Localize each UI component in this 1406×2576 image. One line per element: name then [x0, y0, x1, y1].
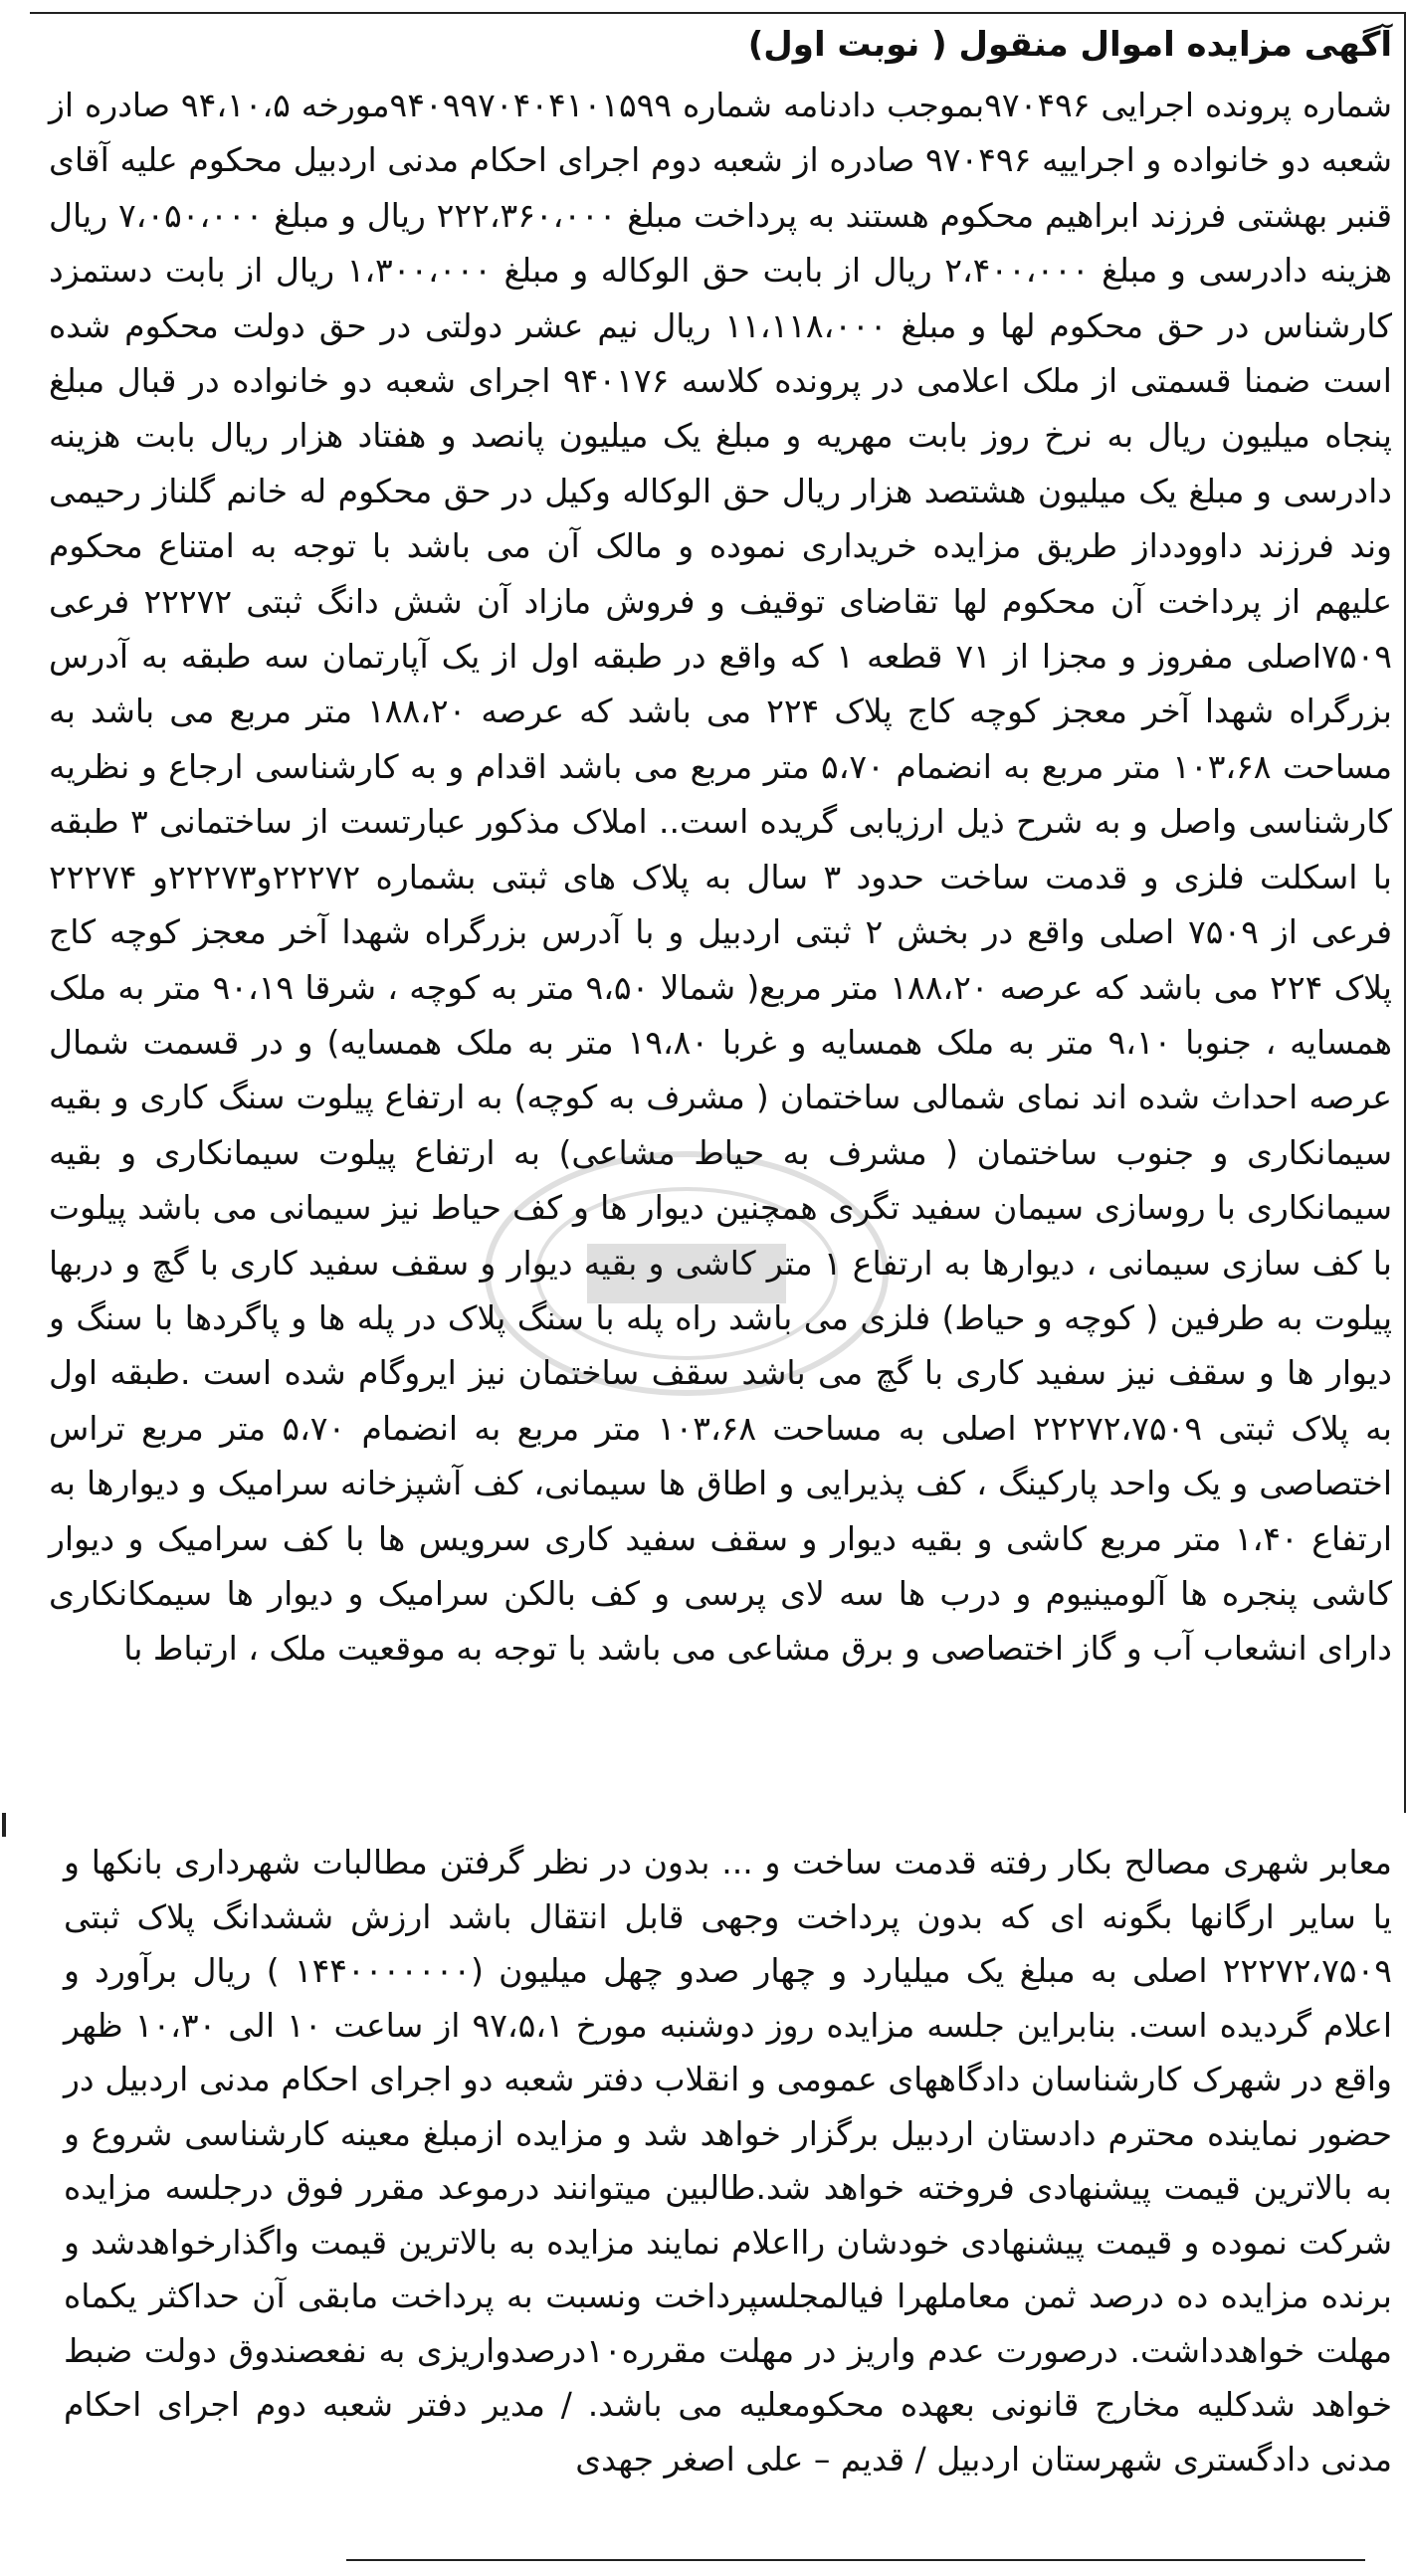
notice-body-part1: شماره پرونده اجرایی ۹۷۰۴۹۶بموجب دادنامه شماره ۹۴۰۹۹۷۰۴۰۴۱۰۱۵۹۹مورخه ۹۴،۱۰،۵ صادره از شعبه دو خانواده و اجراییه ۹۷۰۴۹۶ صادره از شعبه دوم اجرای احکام مدنی اردبیل محکوم علیه آقای قنبر بهشتی فرزند ابراهیم محکوم هستند به پرداخت مبلغ ۲۲۲،۳۶۰،۰۰۰ ریال و مبلغ ۷،۰۵۰،۰۰۰ ریال هزینه دادرسی و مبلغ ۲،۴۰۰،۰۰۰ ریال از بابت حق الوکاله و مبلغ ۱،۳۰۰،۰۰۰ ریال از بابت دستمزد کارشناس در حق محکوم لها و مبلغ ۱۱،۱۱۸،۰۰۰ ریال نیم عشر دولتی در حق دولت محکوم شده است ضمنا قسمتی از ملک اعلامی در پرونده کلاسه ۹۴۰۱۷۶ اجرای شعبه دو خانواده در قبال مبلغ پنجاه میلیون ریال به نرخ روز بابت مهریه و مبلغ یک میلیون پانصد و هفتاد هزار ریال بابت هزینه دادرسی و مبلغ یک میلیون هشتصد هزار ریال حق الوکاله وکیل در حق محکوم له خانم گلناز رحیمی وند فرزند داوودداز طریق مزایده خریداری نموده و مالک آن می باشد با توجه به امتناع محکوم علیهم از پرداخت آن محکوم لها تقاضای توقیف و فروش مازاد آن شش دانگ ثبتی ۲۲۲۷۲ فرعی ۷۵۰۹اصلی مفروز و مجزا از ۷۱ قطعه ۱ که واقع در طبقه اول از یک آپارتمان سه طبقه به آدرس بزرگراه شهدا آخر معجز کوچه کاج پلاک ۲۲۴ می باشد که عرصه ۱۸۸،۲۰ متر مربع می باشد به مساحت ۱۰۳،۶۸ متر مربع به انضمام ۵،۷۰ متر مربع می باشد اقدام و به کارشناسی ارجاع و نظریه کارشناسی واصل و به شرح ذیل ارزیابی گریده است.. املاک مذکور عبارتست از ساختمانی ۳ طبقه با اسکلت فلزی و قدمت ساخت حدود ۳ سال به پلاک های ثبتی بشماره ۲۲۲۷۲و۲۲۲۷۳و ۲۲۲۷۴ فرعی از ۷۵۰۹ اصلی واقع در بخش ۲ ثبتی اردبیل و با آدرس بزرگراه شهدا آخر معجز کوچه کاج پلاک ۲۲۴ می باشد که عرصه ۱۸۸،۲۰ متر مربع( شمالا ۹،۵۰ متر به کوچه ، شرقا ۹۰،۱۹ متر به ملک همسایه ، جنوبا ۹،۱۰ متر به ملک همسایه و غربا ۱۹،۸۰ متر به ملک همسایه) و در قسمت شمال عرصه احداث شده اند نمای شمالی ساختمان ( مشرف به کوچه) به ارتفاع پیلوت سنگ کاری و بقیه سیمانکاری و جنوب ساختمان ( مشرف به حیاط مشاعی) به ارتفاع پیلوت سیمانکاری و بقیه سیمانکاری با روسازی سیمان سفید تگری همچنین دیوار ها و کف حیاط نیز سیمانی می باشد پیلوت با کف سازی سیمانی ، دیوارها به ارتفاع ۱ متر کاشی و بقیه دیوار و سقف سفید کاری با گچ و دربها پیلوت به طرفین ( کوچه و حیاط) فلزی می باشد راه پله با سنگ پلاک در پله ها و پاگردها با سنگ و دیوار ها و سقف نیز سفید کاری با گچ می باشد سقف ساختمان نیز ایروگام شده است .طبقه اول به پلاک ثبتی ۲۲۲۷۲،۷۵۰۹ اصلی به مساحت ۱۰۳،۶۸ متر مربع به انضمام ۵،۷۰ متر مربع تراس اختصاصی و یک واحد پارکینگ ، کف پذیرایی و اطاق ها سیمانی، کف آشپزخانه سرامیک و دیوارها به ارتفاع ۱،۴۰ متر مربع کاشی و بقیه دیوار و سقف سفید کاری سرویس ها با کف سرامیک و دیوار کاشی پنجره ها آلومینیوم و درب ها سه لای پرسی و کف بالکن سرامیک و دیوار ها سیمکانکاری دارای انشعاب آب و گاز اختصاصی و برق مشاعی می باشد با توجه به موقعیت ملک ، ارتباط با — [49, 86, 1393, 1669]
notice-section-bottom — [64, 1836, 1392, 2486]
bottom-divider — [346, 2559, 1365, 2561]
notice-body-part2: معابر شهری مصالح بکار رفته قدمت ساخت و ... بدون در نظر گرفتن مطالبات شهرداری بانکها و یا سایر ارگانها بگونه ای که بدون پرداخت وجهی قابل انتقال باشد ارزش ششدانگ پلاک ثبتی ۲۲۲۷۲،۷۵۰۹ اصلی به مبلغ یک میلیارد و چهار صدو چهل میلیون (۱۴۴۰۰۰۰۰۰۰ ) ریال برآورد و اعلام گردیده است. بنابراین جلسه مزایده روز دوشنبه مورخ ۹۷،۵،۱ از ساعت ۱۰ الی ۱۰،۳۰ ظهر واقع در شهرک کارشناسان دادگاههای عمومی و انقلاب دفتر شعبه دو اجرای احکام مدنی اردبیل در حضور نماینده محترم دادستان اردبیل برگزار خواهد شد و مزایده ازمبلغ معینه کارشناسی شروع و به بالاترین قیمت پیشنهادی فروخته خواهد شد.طالبین میتوانند درموعد مقرر فوق درجلسه مزایده شرکت نموده و قیمت پیشنهادی خودشان رااعلام نمایند مزایده به بالاترین قیمت واگذارخواهدشد و برنده مزایده ده درصد ثمن معاملهرا فیالمجلسپرداخت ونسبت به پرداخت مابقی آن حداکثر یکماه مهلت خواهدداشت. درصورت عدم واریز در مهلت مقرره۱۰درصدواریزی به نفعصندوق دولت ضبط خواهد شدکلیه مخارج قانونی بعهده محکومعلیه می باشد. / مدیر دفتر شعبه دوم اجرای احکام مدنی دادگستری شهرستان اردبیل / قدیم – علی اصغر جهدی — [64, 1843, 1393, 2478]
notice-section-top — [49, 18, 1392, 1677]
notice-title: آگهی مزایده اموال منقول ( نوبت اول) — [747, 25, 1392, 65]
margin-mark — [2, 1813, 6, 1837]
